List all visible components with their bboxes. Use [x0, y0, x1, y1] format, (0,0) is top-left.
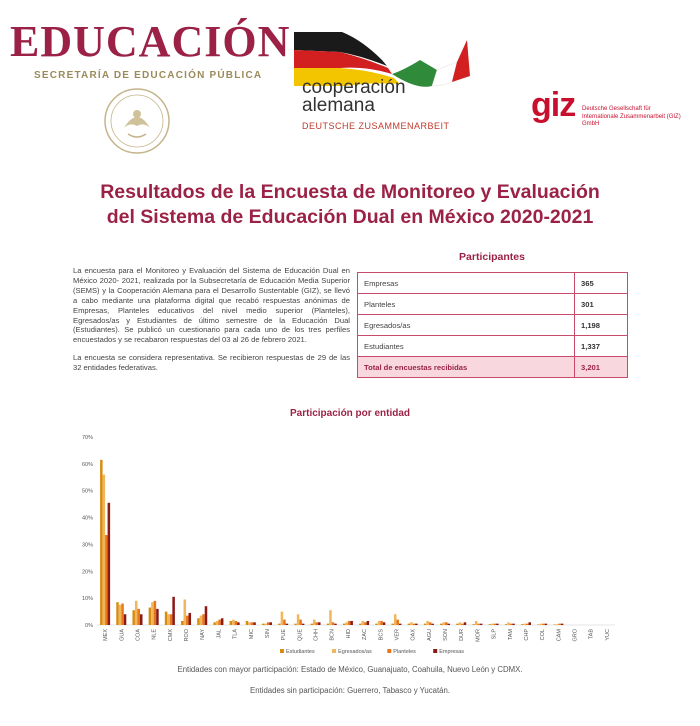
bar-empresas: [399, 624, 402, 625]
bar-planteles: [332, 622, 335, 625]
x-tick-label: ROO: [184, 629, 191, 642]
bar-empresas: [172, 597, 175, 625]
bar-estudiantes: [537, 624, 540, 625]
x-tick-label: SIN: [264, 629, 271, 639]
bar-empresas: [496, 624, 499, 625]
educacion-logo-subtitle: SECRETARÍA DE EDUCACIÓN PÚBLICA: [34, 70, 263, 81]
bar-egresados-as: [184, 599, 187, 625]
bar-estudiantes: [132, 610, 135, 625]
bar-empresas: [545, 624, 548, 625]
bar-planteles: [396, 620, 399, 625]
table-total-row: [358, 357, 628, 378]
giz-logo-text: Deutsche Gesellschaft für Internationale Zusammenarbeit (GIZ) GmbH: [582, 106, 681, 127]
bar-empresas: [108, 503, 111, 625]
x-tick-label: TAM: [507, 629, 514, 641]
row-label: Planteles: [358, 294, 575, 315]
bar-egresados-as: [362, 621, 365, 625]
bar-empresas: [237, 622, 240, 625]
bar-planteles: [267, 622, 270, 625]
x-tick-label: SON: [443, 629, 450, 641]
x-tick-label: NAY: [200, 629, 207, 640]
x-tick-label: CHP: [523, 629, 530, 641]
legend-swatch: [433, 649, 437, 653]
x-tick-label: BCS: [378, 629, 385, 641]
bar-estudiantes: [391, 624, 394, 625]
x-tick-label: GUA: [119, 629, 126, 641]
coop-line3: DEUTSCHE ZUSAMMENARBEIT: [302, 121, 450, 131]
bar-planteles: [202, 614, 205, 625]
bar-empresas: [156, 609, 159, 625]
table-row: [358, 315, 628, 336]
x-tick-label: TLA: [232, 629, 239, 640]
bar-planteles: [299, 620, 302, 625]
bar-planteles: [137, 609, 140, 625]
bar-empresas: [383, 622, 386, 625]
mexico-seal-icon: [102, 86, 172, 156]
bar-empresas: [367, 621, 370, 625]
x-tick-label: HID: [345, 629, 352, 639]
intro-paragraph-2: La encuesta se considera representativa. Se recibieron respuestas de 29 de las 32 entidades federativas.: [73, 353, 350, 373]
bar-egresados-as: [167, 614, 170, 625]
bar-estudiantes: [408, 624, 411, 625]
bar-estudiantes: [100, 460, 103, 625]
row-value: 301: [575, 294, 628, 315]
bar-planteles: [235, 621, 238, 625]
bar-egresados-as: [507, 622, 510, 625]
bar-empresas: [431, 624, 434, 625]
y-tick-label: 60%: [81, 461, 93, 468]
bar-estudiantes: [505, 624, 508, 625]
participants-title: Participantes: [459, 251, 525, 263]
bar-empresas: [464, 622, 467, 625]
x-tick-label: MEX: [103, 629, 110, 641]
x-tick-label: OAX: [410, 629, 417, 641]
bar-estudiantes: [197, 618, 200, 625]
table-row: [358, 336, 628, 357]
bar-estudiantes: [213, 622, 216, 625]
x-tick-label: COL: [540, 629, 547, 641]
bar-empresas: [302, 624, 305, 625]
bar-planteles: [218, 620, 221, 625]
bar-empresas: [205, 606, 208, 625]
bar-egresados-as: [216, 621, 219, 625]
bar-empresas: [334, 624, 337, 625]
bar-planteles: [477, 624, 480, 625]
x-tick-label: VER: [394, 629, 401, 641]
legend-swatch: [280, 649, 284, 653]
bar-empresas: [350, 621, 353, 625]
bar-empresas: [124, 614, 127, 625]
row-label: Empresas: [358, 273, 575, 294]
bar-egresados-as: [345, 622, 348, 625]
note-no-participation: Entidades sin participación: Guerrero, Tabasco y Yucatán.: [250, 686, 450, 695]
bar-egresados-as: [248, 622, 251, 625]
x-tick-label: QUE: [297, 629, 304, 641]
bar-estudiantes: [456, 624, 459, 625]
participants-table: [357, 272, 628, 378]
x-tick-label: ZAC: [362, 629, 369, 640]
x-tick-label: BCN: [329, 629, 336, 641]
bar-planteles: [445, 622, 448, 625]
bar-estudiantes: [246, 621, 249, 625]
bar-egresados-as: [151, 602, 154, 625]
bar-egresados-as: [475, 621, 478, 625]
row-label: Estudiantes: [358, 336, 575, 357]
title-line-2: del Sistema de Educación Dual en México 2020-2021: [106, 206, 594, 228]
bar-planteles: [542, 624, 545, 625]
participation-bar-chart: [70, 430, 630, 660]
bar-egresados-as: [410, 622, 413, 625]
bar-estudiantes: [489, 624, 492, 625]
table-row: [358, 273, 628, 294]
bar-planteles: [154, 601, 157, 625]
bar-egresados-as: [103, 475, 106, 625]
x-tick-label: JAL: [216, 629, 223, 639]
y-tick-label: 70%: [81, 435, 93, 441]
legend-swatch: [332, 649, 336, 653]
bar-planteles: [510, 624, 513, 625]
legend-swatch: [387, 649, 391, 653]
x-tick-label: MIC: [248, 629, 255, 640]
bar-planteles: [283, 620, 286, 625]
bar-empresas: [528, 622, 531, 625]
row-value: 1,198: [575, 315, 628, 336]
bar-empresas: [561, 624, 564, 625]
bar-estudiantes: [359, 624, 362, 625]
bar-egresados-as: [281, 612, 284, 625]
bar-planteles: [105, 535, 108, 625]
table-row: [358, 294, 628, 315]
row-value: 365: [575, 273, 628, 294]
coop-line2: alemana: [302, 95, 375, 116]
bar-egresados-as: [313, 620, 316, 625]
bar-estudiantes: [262, 624, 265, 625]
bar-estudiantes: [440, 624, 443, 625]
bar-egresados-as: [329, 610, 332, 625]
row-label: Egresados/as: [358, 315, 575, 336]
bar-planteles: [348, 621, 351, 625]
bar-estudiantes: [116, 602, 119, 625]
bar-estudiantes: [521, 624, 524, 625]
x-tick-label: NLE: [151, 629, 158, 640]
x-tick-label: MOR: [475, 629, 482, 642]
y-tick-label: 10%: [81, 596, 93, 603]
total-label: Total de encuestas recibidas: [358, 357, 575, 378]
bar-planteles: [461, 624, 464, 625]
bar-estudiantes: [327, 624, 330, 625]
bar-estudiantes: [165, 612, 168, 625]
y-tick-label: 0%: [85, 623, 93, 629]
legend-label: Estudiantes: [286, 649, 315, 655]
legend-label: Planteles: [393, 649, 416, 655]
bar-empresas: [253, 622, 256, 625]
bar-estudiantes: [311, 624, 314, 625]
bar-estudiantes: [181, 621, 184, 625]
y-tick-label: 20%: [81, 569, 93, 576]
x-tick-label: AGU: [426, 629, 433, 641]
bar-planteles: [170, 614, 173, 625]
bar-empresas: [448, 624, 451, 625]
bar-estudiantes: [149, 608, 152, 625]
bar-planteles: [413, 624, 416, 625]
bar-egresados-as: [119, 605, 122, 625]
bar-estudiantes: [294, 624, 297, 625]
note-top-entities: Entidades con mayor participación: Estado de México, Guanajuato, Coahuila, Nuevo León y CDMX.: [177, 665, 523, 674]
page-title: [0, 180, 700, 230]
bar-egresados-as: [297, 614, 300, 625]
bar-empresas: [286, 624, 289, 625]
educacion-logo: EDUCACIÓN: [10, 17, 291, 66]
bar-empresas: [140, 614, 143, 625]
bar-planteles: [316, 622, 319, 625]
row-value: 1,337: [575, 336, 628, 357]
bar-egresados-as: [394, 614, 397, 625]
chart-title: Participación por entidad: [289, 408, 411, 419]
bar-estudiantes: [472, 624, 475, 625]
bar-empresas: [512, 624, 515, 625]
bar-planteles: [364, 622, 367, 625]
x-tick-label: CAM: [556, 629, 563, 642]
legend-label: Egresados/as: [338, 649, 372, 655]
bar-planteles: [186, 616, 189, 625]
bar-estudiantes: [375, 624, 378, 625]
bar-planteles: [251, 622, 254, 625]
bar-empresas: [221, 618, 224, 625]
x-tick-label: CMX: [167, 629, 174, 642]
bar-planteles: [429, 622, 432, 625]
y-tick-label: 40%: [81, 515, 93, 522]
bar-egresados-as: [264, 624, 267, 625]
bar-estudiantes: [278, 624, 281, 625]
bar-planteles: [526, 624, 529, 625]
bar-egresados-as: [523, 624, 526, 625]
y-tick-label: 50%: [81, 488, 93, 495]
legend-label: Empresas: [439, 649, 464, 655]
bar-egresados-as: [540, 624, 543, 625]
bar-egresados-as: [459, 622, 462, 625]
bar-planteles: [380, 621, 383, 625]
bar-empresas: [269, 622, 272, 625]
bar-egresados-as: [426, 621, 429, 625]
x-tick-label: PUE: [281, 629, 288, 641]
x-tick-label: YUC: [604, 629, 611, 641]
total-value: 3,201: [575, 357, 628, 378]
x-tick-label: SLP: [491, 629, 498, 640]
bar-egresados-as: [491, 624, 494, 625]
bar-egresados-as: [556, 624, 559, 625]
x-tick-label: DUR: [459, 629, 466, 641]
x-tick-label: CHH: [313, 629, 320, 641]
bar-estudiantes: [343, 624, 346, 625]
y-tick-label: 30%: [81, 542, 93, 549]
bar-planteles: [558, 624, 561, 625]
bar-estudiantes: [424, 624, 427, 625]
bar-planteles: [121, 604, 124, 625]
bar-planteles: [494, 624, 497, 625]
intro-paragraph-1: La encuesta para el Monitoreo y Evaluación del Sistema de Educación Dual en México 2020- 2021, realizada por la Subsecretaría de Educación Media Superior (SEMS) y la Cooperación Alemana para el Desarrollo Sustentable (GIZ), se llevó a cabo mediante una plataforma digital que recabó respuestas anónimas de Empresas, Planteles educativos del nivel medio superior (Planteles), Egresados/as y Estudiantes de último semestre de la Educación Dual (Estudiantes). Se publicó un cuestionario para cada uno de los tres perfiles encuestados y se recabaron respuestas del 03 al 26 de febrero 2021.: [73, 266, 350, 345]
bar-empresas: [480, 624, 483, 625]
bar-empresas: [318, 622, 321, 625]
bar-egresados-as: [378, 621, 381, 625]
bar-egresados-as: [232, 620, 235, 625]
bar-empresas: [189, 613, 192, 625]
coop-line1: cooperación: [302, 77, 406, 98]
bar-egresados-as: [135, 601, 138, 625]
intro-text: [73, 266, 350, 381]
bar-egresados-as: [443, 622, 446, 625]
title-line-1: Resultados de la Encuesta de Monitoreo y Evaluación: [100, 181, 600, 203]
bar-empresas: [415, 624, 418, 625]
x-tick-label: GRO: [572, 629, 579, 642]
bar-egresados-as: [200, 616, 203, 625]
bar-estudiantes: [230, 621, 233, 625]
giz-logo: giz: [531, 86, 576, 124]
x-tick-label: COA: [135, 629, 142, 641]
x-tick-label: TAB: [588, 629, 595, 640]
bar-estudiantes: [553, 624, 556, 625]
